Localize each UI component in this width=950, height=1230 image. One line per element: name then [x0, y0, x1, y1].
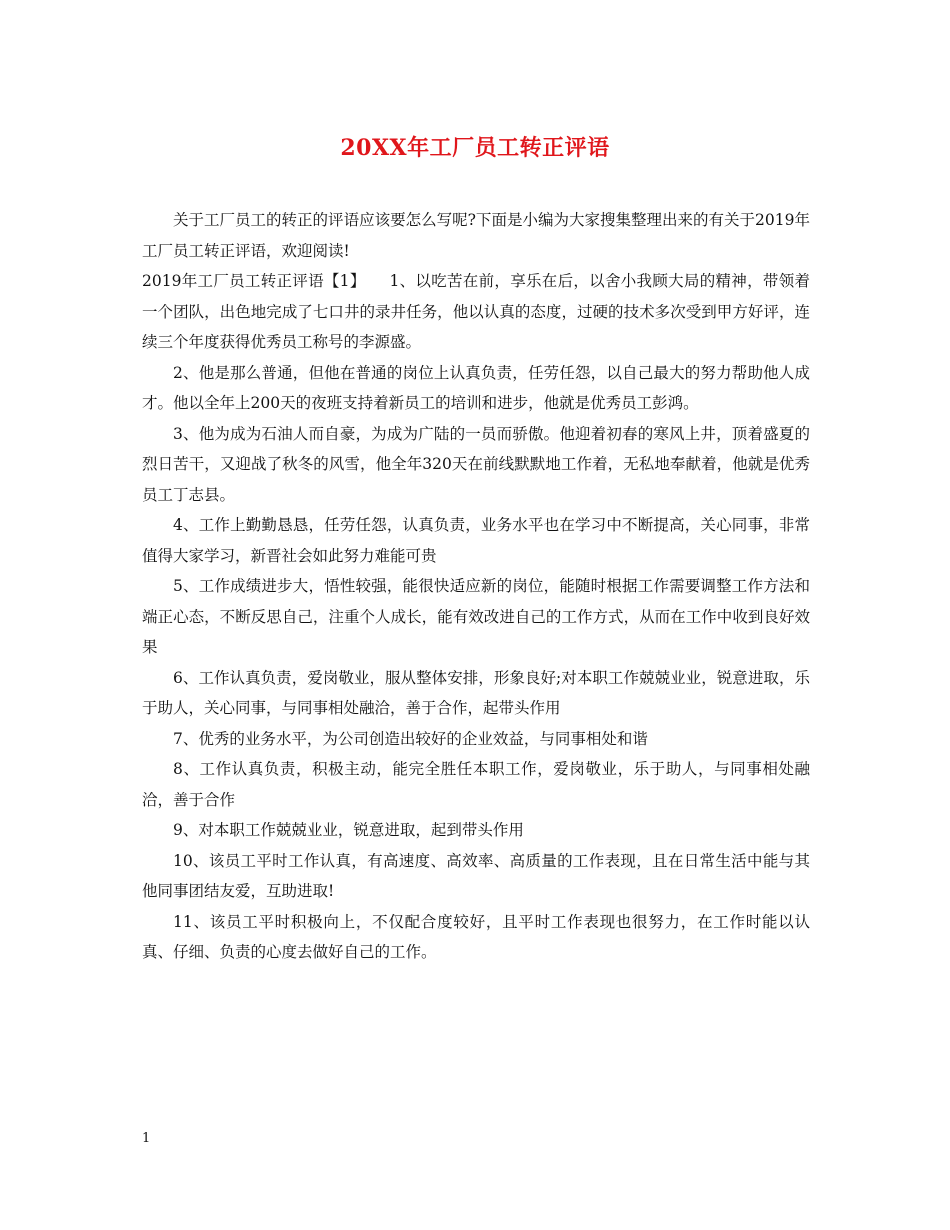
paragraph: 9、对本职工作兢兢业业，锐意进取，起到带头作用 [173, 821, 524, 839]
document-body [142, 205, 810, 968]
paragraph: 5、工作成绩进步大，悟性较强，能很快适应新的岗位，能随时根据工作需要调整工作方法和端正心态，不断反思自己，注重个人成长，能有效改进自己的工作方式，从而在工作中收到良好效果 [142, 577, 810, 656]
paragraph: 6、工作认真负责，爱岗敬业，服从整体安排，形象良好;对本职工作兢兢业业，锐意进取，乐于助人，关心同事，与同事相处融洽，善于合作，起带头作用 [142, 668, 810, 717]
paragraph: 8、工作认真负责，积极主动，能完全胜任本职工作，爱岗敬业，乐于助人，与同事相处融洽，善于合作 [142, 760, 810, 809]
paragraph: 10、该员工平时工作认真，有高速度、高效率、高质量的工作表现，且在日常生活中能与其他同事团结友爱，互助进取! [142, 851, 810, 900]
paragraph: 关于工厂员工的转正的评语应该要怎么写呢?下面是小编为大家搜集整理出来的有关于2019年工厂员工转正评语，欢迎阅读! [142, 211, 810, 260]
paragraph: 4、工作上勤勤恳恳，任劳任怨，认真负责，业务水平也在学习中不断提高，关心同事，非常值得大家学习，新晋社会如此努力难能可贵 [142, 516, 810, 565]
paragraph: 3、他为成为石油人而自豪，为成为广陆的一员而骄傲。他迎着初春的寒风上井，顶着盛夏的烈日苦干，又迎战了秋冬的风雪，他全年320天在前线默默地工作着，无私地奉献着，他就是优秀员工丁志县。 [142, 424, 810, 504]
paragraph: 2、他是那么普通，但他在普通的岗位上认真负责，任劳任怨，以自己最大的努力帮助他人成才。他以全年上200天的夜班支持着新员工的培训和进步，他就是优秀员工彭鸿。 [142, 363, 810, 412]
paragraph: 11、该员工平时积极向上，不仅配合度较好，且平时工作表现也很努力，在工作时能以认真、仔细、负责的心度去做好自己的工作。 [142, 912, 810, 961]
paragraph: 7、优秀的业务水平，为公司创造出较好的企业效益，与同事相处和谐 [173, 729, 648, 748]
paragraph: 2019年工厂员工转正评语【1】 1、以吃苦在前，享乐在后，以舍小我顾大局的精神，带领着一个团队，出色地完成了七口井的录井任务，他以认真的态度，过硬的技术多次受到甲方好评，连续三个年度获得优秀员工称号的李源盛。 [142, 272, 810, 351]
document-title: 20XX年工厂员工转正评语 [340, 135, 610, 161]
page-number: 1 [142, 1131, 151, 1146]
